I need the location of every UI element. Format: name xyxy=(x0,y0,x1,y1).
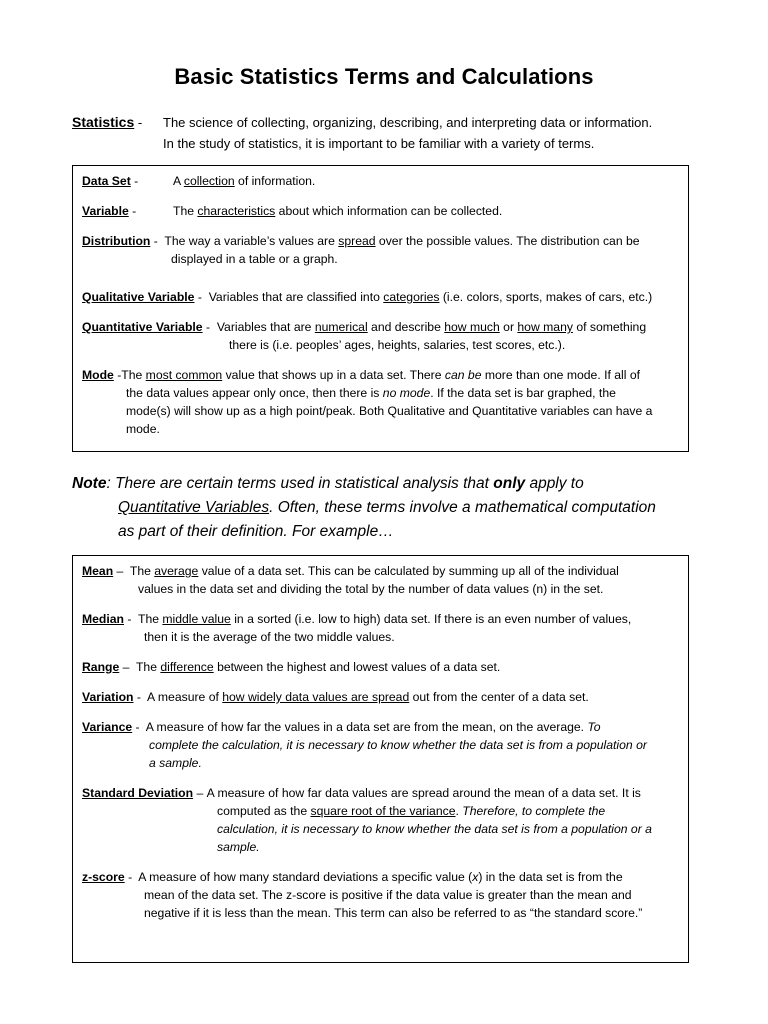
term-mode: Mode xyxy=(82,368,114,382)
term-mean: Mean xyxy=(82,564,114,578)
term-range: Range xyxy=(82,660,120,674)
term-quantitative-variable: Quantitative Variable xyxy=(82,320,203,334)
entry-variable: Variable - The characteristics about which information can be collected. xyxy=(82,204,503,218)
entry-median: Median - The middle value in a sorted (i.e. low to high) data set. If there is an even number of values, then it is the average of the two middle values. xyxy=(82,612,632,644)
entry-variation: Variation - A measure of how widely data values are spread out from the center of a data set. xyxy=(82,690,589,704)
term-median: Median xyxy=(82,612,124,626)
entry-qualitative-variable: Qualitative Variable - Variables that are classified into categories (i.e. colors, sports, makes of cars, etc.) xyxy=(82,290,653,304)
note-label: Note xyxy=(72,475,107,492)
term-variation: Variation xyxy=(82,690,134,704)
statistics-line2: In the study of statistics, it is important to be familiar with a variety of terms. xyxy=(163,136,595,151)
quantitative-terms-box xyxy=(72,555,689,963)
entry-mean: Mean – The average value of a data set. This can be calculated by summing up all of the individual values in the data set and dividing the total by the number of data values (n) in the set. xyxy=(82,564,619,596)
term-standard-deviation: Standard Deviation xyxy=(82,786,194,800)
entry-data-set: Data Set - A collection of information. xyxy=(82,174,316,188)
note-paragraph: Note: There are certain terms used in statistical analysis that only apply to Quantitative Variables. Often, these terms involve a mathematical computation as part of their definition. For example… xyxy=(72,475,656,540)
statistics-definition: Statistics - The science of collecting, organizing, describing, and interpreting data or information. In the study of statistics, it is important to be familiar with a variety of terms. xyxy=(72,112,712,154)
term-distribution: Distribution xyxy=(82,234,151,248)
entry-variance: Variance - A measure of how far the values in a data set are from the mean, on the average. To complete the calculation, it is necessary to know whether the data set is from a population or a sample. xyxy=(82,720,647,770)
term-qualitative-variable: Qualitative Variable xyxy=(82,290,195,304)
entry-z-score: z-score - A measure of how many standard deviations a specific value (x) in the data set is from the mean of the data set. The z-score is positive if the data value is greater than the mean and negative if it is less than the mean. This term can also be referred to as “the standard score.” xyxy=(82,870,643,920)
entry-distribution: Distribution - The way a variable’s values are spread over the possible values. The distribution can be displayed in a table or a graph. xyxy=(82,234,640,266)
entry-range: Range – The difference between the highest and lowest values of a data set. xyxy=(82,660,501,674)
entry-standard-deviation: Standard Deviation – A measure of how far data values are spread around the mean of a data set. It is computed as the square root of the variance. Therefore, to complete the calculation, it is necessary to know whether the data set is from a population or a sample. xyxy=(82,786,652,854)
statistics-term: Statistics xyxy=(72,114,135,130)
entry-mode: Mode -The most common value that shows up in a data set. There can be more than one mode. If all of the data values appear only once, then there is no mode. If the data set is bar graphed, the mode(s) will show up as a high point/peak. Both Qualitative and Quantitative variables can have a mode. xyxy=(82,368,653,436)
term-variance: Variance xyxy=(82,720,133,734)
page-title: Basic Statistics Terms and Calculations xyxy=(174,64,594,89)
term-data-set: Data Set xyxy=(82,174,131,188)
term-z-score: z-score xyxy=(82,870,125,884)
term-variable: Variable xyxy=(82,204,129,218)
general-terms-box xyxy=(72,165,689,452)
entry-quantitative-variable: Quantitative Variable - Variables that are numerical and describe how much or how many of something there is (i.e. peoples’ ages, heights, salaries, test scores, etc.). xyxy=(82,320,647,352)
statistics-line1: The science of collecting, organizing, describing, and interpreting data or information. xyxy=(163,115,653,130)
